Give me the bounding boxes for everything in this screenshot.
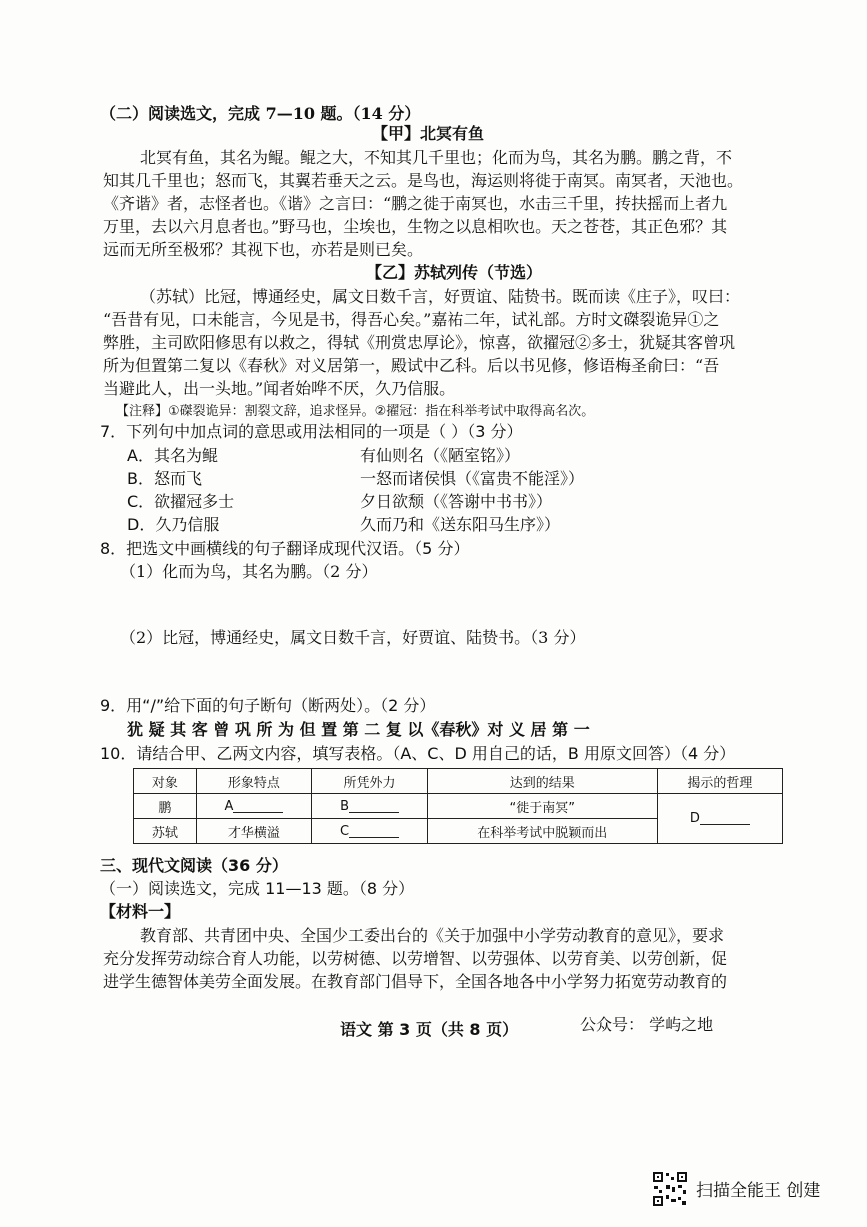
q10-stem: 10．请结合甲、乙两文内容，填写表格。（A、C、D 用自己的话，B 用原文回答）（4 分） [100, 744, 736, 763]
jia-line-5: 远而无所至极邪？其视下也，亦若是则已矣。 [103, 240, 424, 259]
blank-b[interactable] [349, 800, 399, 813]
row2-object: 苏轼 [134, 819, 197, 844]
q7-option-a-right: 有仙则名（《陋室铭》） [360, 446, 521, 465]
blank-c[interactable] [349, 825, 399, 838]
blank-c-label: C [340, 823, 350, 839]
blank-d[interactable] [700, 812, 750, 825]
section2-header: （二）阅读选文，完成 7—10 题。（14 分） [100, 104, 421, 123]
row1-result: “徙于南冥” [427, 794, 657, 819]
wechat-label: 公众号： 学屿之地 [580, 1015, 714, 1034]
jia-line-1: 北冥有鱼，其名为鲲。鲲之大，不知其几千里也；化而为鸟，其名为鹏。鹏之背，不 [140, 148, 733, 167]
header-object: 对象 [134, 769, 197, 794]
q7-option-b-right: 一怒而诸侯惧（《富贵不能淫》） [360, 469, 585, 488]
header-result: 达到的结果 [427, 769, 657, 794]
jia-title: 【甲】北冥有鱼 [372, 124, 485, 143]
q7-option-c-left: C．欲擢冠多士 [127, 492, 235, 511]
section3-header: 三、现代文阅读（36 分） [100, 856, 288, 875]
row1-trait-cell [196, 794, 312, 819]
moral-cell [657, 794, 782, 844]
q9-sentence: 犹 疑 其 客 曾 巩 所 为 但 置 第 二 复 以《春秋》对 义 居 第 一 [127, 720, 590, 739]
blank-a-label: A [224, 798, 234, 814]
yi-line-2: “吾昔有见，口未能言，今见是书，得吾心矣。”嘉祐二年，试礼部。方时文磔裂诡异①之 [103, 310, 720, 329]
yi-line-3: 弊胜，主司欧阳修思有以救之，得轼《刑赏忠厚论》，惊喜，欲擢冠②多士，犹疑其客曾巩 [103, 333, 736, 352]
row1-force-cell [312, 794, 428, 819]
table-header-row [134, 769, 783, 794]
row2-trait: 才华横溢 [196, 819, 312, 844]
q7-stem: 7．下列句中加点词的意思或用法相同的一项是（ ）（3 分） [100, 422, 523, 441]
material1-line-3: 进学生德智体美劳全面发展。在教育部门倡导下，全国各地各中小学努力拓宽劳动教育的 [103, 972, 728, 991]
yi-line-4: 所为但置第二复以《春秋》对义居第一，殿试中乙科。后以书见修，修语梅圣俞曰：“吾 [103, 356, 720, 375]
material1-line-1: 教育部、共青团中央、全国少工委出台的《关于加强中小学劳动教育的意见》，要求 [140, 926, 725, 945]
header-trait: 形象特点 [196, 769, 312, 794]
blank-b-label: B [340, 798, 349, 814]
jia-line-2: 知其几千里也；怒而飞，其翼若垂天之云。是鸟也，海运则将徙于南冥。南冥者，天池也。 [103, 171, 744, 190]
row2-force-cell [312, 819, 428, 844]
blank-d-label: D [689, 811, 700, 826]
q9-stem: 9．用“/”给下面的句子断句（断两处）。（2 分） [100, 696, 436, 715]
blank-a[interactable] [233, 800, 283, 813]
q8-sentence-1: （1）化而为鸟，其名为鹏。（2 分） [120, 562, 378, 581]
yi-title: 【乙】苏轼列传（节选） [366, 263, 543, 282]
sub1-header: （一）阅读选文，完成 11—13 题。（8 分） [100, 879, 415, 898]
material1-title: 【材料一】 [100, 902, 181, 921]
q7-option-c-right: 夕日欲颓（《答谢中书书》） [360, 492, 553, 511]
yi-line-5: 当避此人，出一头地。”闻者始哗不厌，久乃信服。 [103, 379, 456, 398]
q8-sentence-2: （2）比冠，博通经史，属文日数千言，好贾谊、陆贽书。（3 分） [120, 628, 586, 647]
q7-option-d-left: D．久乃信服 [127, 515, 220, 534]
material1-line-2: 充分发挥劳动综合育人功能，以劳树德、以劳增智、以劳强体、以劳育美、以劳创新，促 [103, 949, 728, 968]
q7-option-b-left: B．怒而飞 [127, 469, 202, 488]
q10-table [133, 768, 783, 844]
page-footer: 语文 第 3 页（共 8 页） [340, 1020, 519, 1039]
q8-stem: 8．把选文中画横线的句子翻译成现代汉语。（5 分） [100, 539, 470, 558]
row2-result: 在科举考试中脱颖而出 [427, 819, 657, 844]
scanner-watermark: 扫描全能王 创建 [696, 1181, 821, 1201]
qr-code-icon [652, 1171, 688, 1207]
header-moral: 揭示的哲理 [657, 769, 782, 794]
table-row [134, 794, 783, 819]
annotation-note: 【注释】①磔裂诡异：割裂文辞，追求怪异。②擢冠：指在科举考试中取得高名次。 [116, 404, 595, 419]
q7-option-d-right: 久而乃和《送东阳马生序》） [360, 515, 561, 534]
jia-line-4: 万里，去以六月息者也。”野马也，尘埃也，生物之以息相吹也。天之苍苍，其正色邪？其 [103, 217, 728, 236]
row1-object: 鹏 [134, 794, 197, 819]
header-force: 所凭外力 [312, 769, 428, 794]
jia-line-3: 《齐谐》者，志怪者也。《谐》之言曰：“鹏之徙于南冥也，水击三千里，抟扶摇而上者九 [103, 194, 728, 213]
yi-line-1: （苏轼）比冠，博通经史，属文日数千言，好贾谊、陆贽书。既而读《庄子》，叹曰： [140, 287, 741, 306]
q7-option-a-left: A．其名为鲲 [127, 446, 218, 465]
